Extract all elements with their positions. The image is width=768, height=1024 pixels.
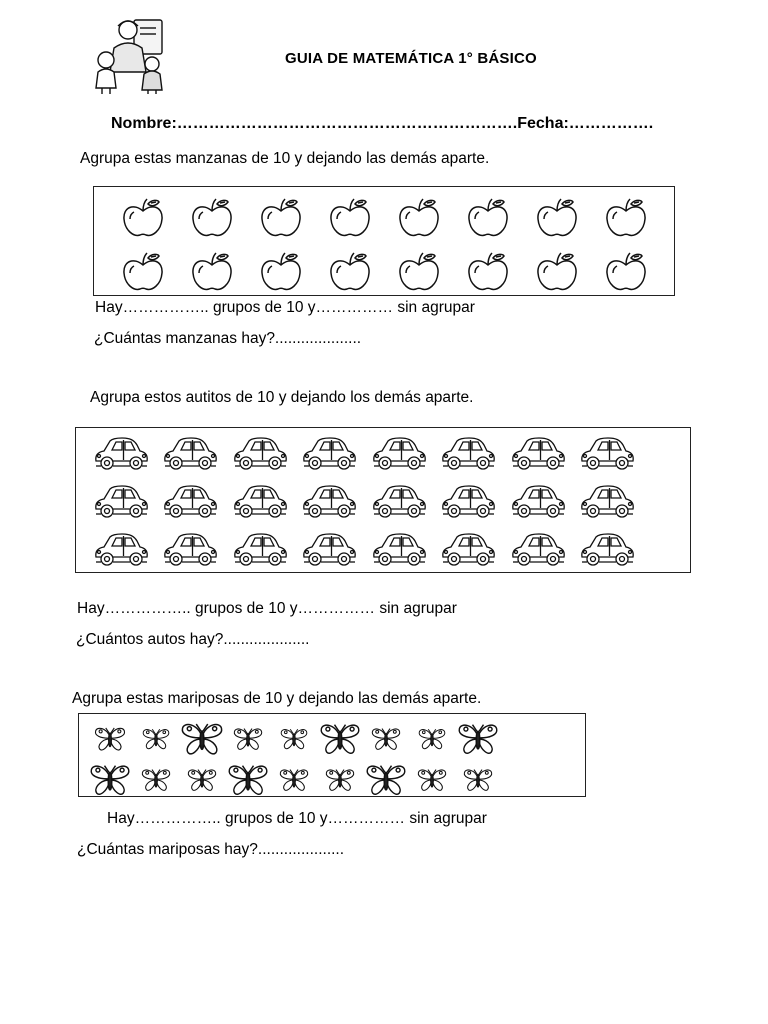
car-icon [156,480,226,524]
butterfly-icon [179,762,225,798]
butterfly-icon [363,721,409,757]
apple-icon [384,249,453,295]
car-icon [295,480,365,524]
family-reading-clipart-icon [90,14,172,96]
car-row [86,432,680,476]
car-icon [225,432,295,476]
page-title: GUIA DE MATEMÁTICA 1° BÁSICO [285,50,537,67]
butterfly-icon [87,721,133,757]
car-icon [295,432,365,476]
car-icon [364,432,434,476]
butterfly-icon [271,721,317,757]
butterflies-box [78,713,586,797]
butterfly-icon [317,762,363,798]
butterfly-icon [271,762,317,798]
butterflies-question-groups: Hay…………….. grupos de 10 y…………… sin agrupar [107,810,487,827]
apple-icon [591,195,660,241]
apple-icon [522,195,591,241]
apple-icon [315,195,384,241]
apples-box [93,186,675,296]
name-date-line: Nombre:……………………………………………………….Fecha:……………. [111,115,654,132]
butterfly-icon [179,721,225,757]
butterfly-icon [317,721,363,757]
apple-icon [108,249,177,295]
apple-icon [108,195,177,241]
car-icon [503,528,573,572]
butterfly-row [87,762,577,798]
cars-question-total: ¿Cuántos autos hay?.................... [76,631,310,648]
car-icon [86,432,156,476]
butterfly-row [87,721,577,757]
apple-icon [246,195,315,241]
butterfly-icon [133,721,179,757]
car-row [86,528,680,572]
butterfly-icon [133,762,179,798]
car-icon [364,480,434,524]
apple-row [108,195,660,241]
car-icon [434,528,504,572]
car-icon [86,528,156,572]
car-row [86,480,680,524]
apple-icon [384,195,453,241]
butterfly-icon [409,721,455,757]
apple-icon [177,195,246,241]
car-icon [434,432,504,476]
car-icon [156,528,226,572]
car-icon [573,528,643,572]
apple-icon [315,249,384,295]
butterfly-icon [409,762,455,798]
apple-icon [453,249,522,295]
car-icon [364,528,434,572]
car-icon [295,528,365,572]
car-icon [156,432,226,476]
car-icon [503,432,573,476]
apples-instruction: Agrupa estas manzanas de 10 y dejando las demás aparte. [80,150,490,167]
car-icon [573,480,643,524]
car-icon [86,480,156,524]
butterfly-icon [87,762,133,798]
cars-instruction: Agrupa estos autitos de 10 y dejando los demás aparte. [90,389,474,406]
butterflies-question-total: ¿Cuántas mariposas hay?.................... [77,841,345,858]
apple-icon [522,249,591,295]
butterfly-icon [225,762,271,798]
apple-icon [591,249,660,295]
butterfly-icon [363,762,409,798]
apples-question-total: ¿Cuántas manzanas hay?.................... [94,330,362,347]
butterfly-icon [225,721,271,757]
cars-question-groups: Hay…………….. grupos de 10 y…………… sin agrupar [77,600,457,617]
apples-question-groups: Hay…………….. grupos de 10 y…………… sin agrupar [95,299,475,316]
cars-box [75,427,691,573]
apple-icon [177,249,246,295]
car-icon [225,528,295,572]
car-icon [503,480,573,524]
apple-icon [246,249,315,295]
apple-icon [453,195,522,241]
car-icon [434,480,504,524]
apple-row [108,249,660,295]
car-icon [225,480,295,524]
car-icon [573,432,643,476]
butterfly-icon [455,762,501,798]
butterflies-instruction: Agrupa estas mariposas de 10 y dejando las demás aparte. [72,690,482,707]
butterfly-icon [455,721,501,757]
